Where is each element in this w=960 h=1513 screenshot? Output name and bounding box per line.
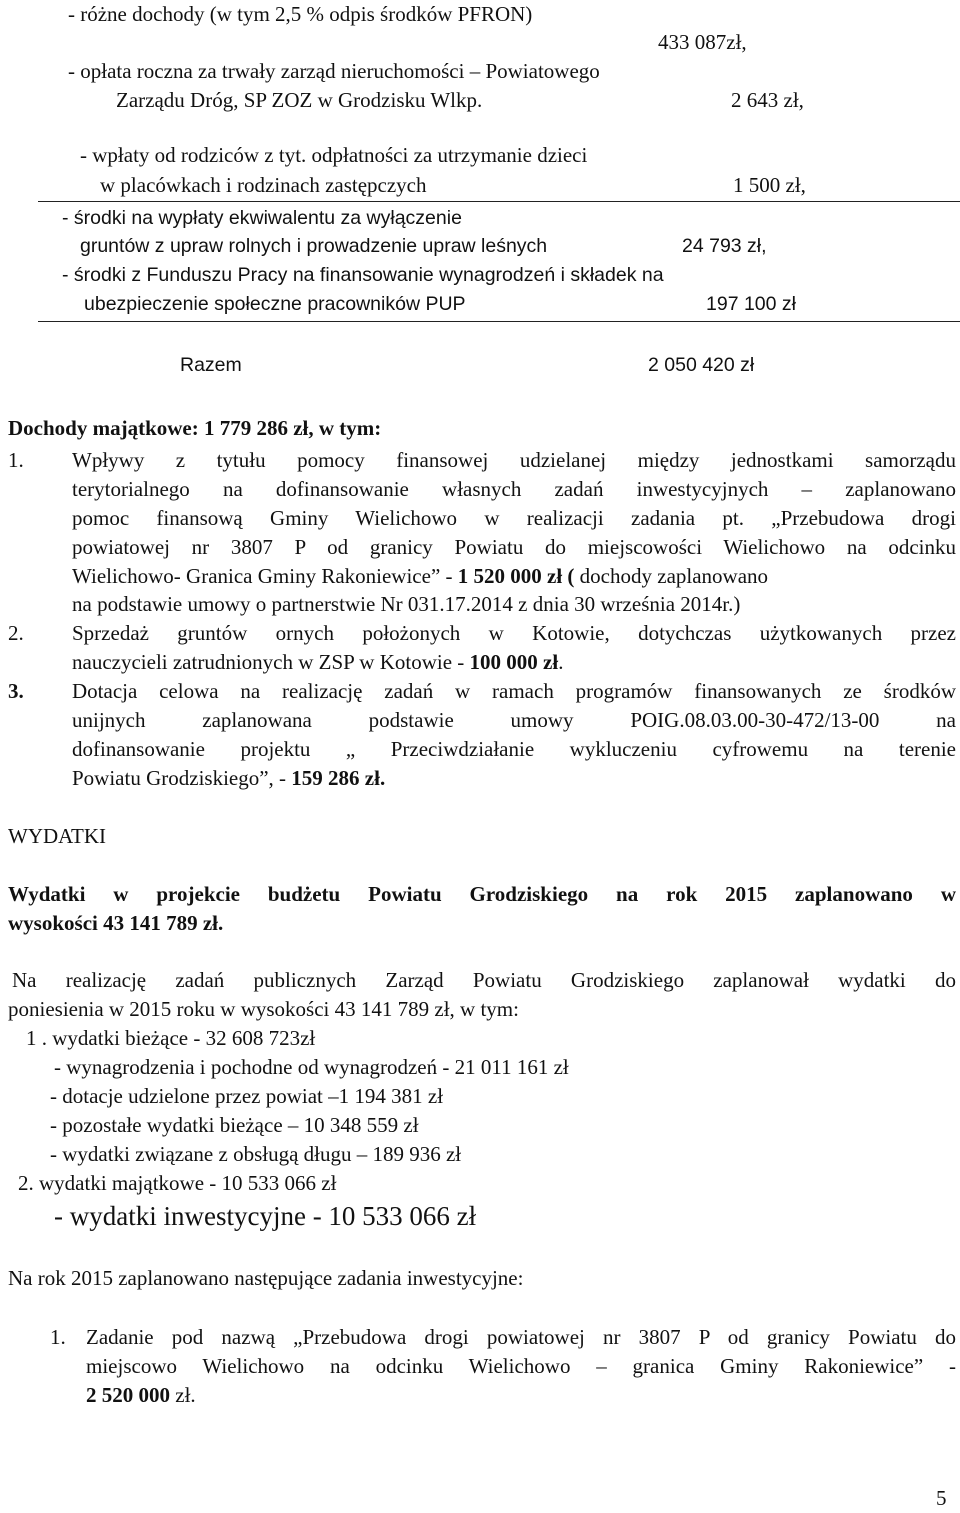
income-line-fee: - opłata roczna za trwały zarząd nieruchomości – Powiatowego xyxy=(68,59,600,83)
text-span: . xyxy=(558,650,564,674)
income-amount-parents: 1 500 zł, xyxy=(733,173,806,197)
text-span: Wielichowo- Granica Gminy Rakoniewice” - xyxy=(72,564,458,588)
current-expenses: 1 . wydatki bieżące - 32 608 723zł xyxy=(26,1026,316,1050)
income-amount-labour-fund: 197 100 zł xyxy=(706,293,796,315)
item-number: 1. xyxy=(50,1325,66,1349)
task-line: miejscowo Wielichowo na odcinku Wielichowo – granica Gminy Rakoniewice” - xyxy=(86,1354,956,1378)
task-line xyxy=(86,1385,196,1406)
paragraph-line: Sprzedaż gruntów ornych położonych w Kotowie, dotychczas użytkowanych przez xyxy=(72,621,956,645)
paragraph-line xyxy=(72,566,768,587)
paragraph-line: terytorialnego na dofinansowanie własnych zadań inwestycyjnych – zaplanowano xyxy=(72,477,956,501)
income-line-parents: - wpłaty od rodziców z tyt. odpłatności za utrzymanie dzieci xyxy=(80,143,588,167)
income-line-labour-fund-cont: ubezpieczenie społeczne pracowników PUP xyxy=(84,293,466,315)
text-span: Powiatu Grodziskiego”, - xyxy=(72,766,292,790)
income-line-parents-cont: w placówkach i rodzinach zastępczych xyxy=(100,173,427,197)
paragraph-line xyxy=(72,652,563,673)
paragraph-line: dofinansowanie projektu „ Przeciwdziałanie wykluczeniu cyfrowemu na terenie xyxy=(72,737,956,761)
wages-expenses: - wynagrodzenia i pochodne od wynagrodzeń - 21 011 161 zł xyxy=(54,1055,569,1079)
income-line-labour-fund: - środki z Funduszu Pracy na finansowanie wynagrodzeń i składek na xyxy=(62,264,664,286)
income-line-pfron: - różne dochody (w tym 2,5 % odpis środków PFRON) xyxy=(68,2,533,26)
expenses-intro: Na realizację zadań publicznych Zarząd Powiatu Grodziskiego zaplanował wydatki do xyxy=(12,968,956,992)
income-line-equivalent-cont: gruntów z upraw rolnych i prowadzenie upraw leśnych xyxy=(80,235,548,257)
capital-expenses: 2. wydatki majątkowe - 10 533 066 zł xyxy=(18,1171,337,1195)
divider-line xyxy=(38,321,960,322)
amount-bold: 1 520 000 zł ( xyxy=(457,564,575,588)
expenses-summary: Wydatki w projekcie budżetu Powiatu Grodziskiego na rok 2015 zaplanowano w xyxy=(8,882,956,906)
expenses-heading: WYDATKI xyxy=(8,824,106,848)
total-amount: 2 050 420 zł xyxy=(648,354,755,376)
divider-line xyxy=(38,201,960,202)
income-amount-equivalent: 24 793 zł, xyxy=(682,235,767,257)
text-span: dochody zaplanowano xyxy=(574,564,769,588)
amount-bold: 2 520 000 xyxy=(86,1383,170,1407)
page-number: 5 xyxy=(936,1486,947,1510)
tasks-intro: Na rok 2015 zaplanowano następujące zadania inwestycyjne: xyxy=(8,1266,524,1290)
text-span: nauczycieli zatrudnionych w ZSP w Kotowie - xyxy=(72,650,470,674)
amount-bold: 159 286 zł. xyxy=(291,766,386,790)
total-label: Razem xyxy=(180,354,242,376)
income-line-equivalent: - środki na wypłaty ekwiwalentu za wyłączenie xyxy=(62,207,462,229)
paragraph-line: Dotacja celowa na realizację zadań w ramach programów finansowanych ze środków xyxy=(72,679,956,703)
paragraph-line: pomoc finansową Gminy Wielichowo w realizacji zadania pt. „Przebudowa drogi xyxy=(72,506,956,530)
expenses-summary-cont: wysokości 43 141 789 zł. xyxy=(8,911,224,935)
item-number: 1. xyxy=(8,448,24,472)
paragraph-line: na podstawie umowy o partnerstwie Nr 031.17.2014 z dnia 30 września 2014r.) xyxy=(72,592,741,616)
paragraph-line xyxy=(72,768,385,789)
income-line-fee-cont: Zarządu Dróg, SP ZOZ w Grodzisku Wlkp. xyxy=(116,88,483,112)
income-amount-fee: 2 643 zł, xyxy=(731,88,804,112)
paragraph-line: powiatowej nr 3807 P od granicy Powiatu do miejscowości Wielichowo na odcinku xyxy=(72,535,956,559)
income-amount-pfron: 433 087zł, xyxy=(658,30,747,54)
task-line: Zadanie pod nazwą „Przebudowa drogi powiatowej nr 3807 P od granicy Powiatu do xyxy=(86,1325,956,1349)
investment-expenses: - wydatki inwestycyjne - 10 533 066 zł xyxy=(54,1201,477,1231)
capital-income-heading: Dochody majątkowe: 1 779 286 zł, w tym: xyxy=(8,416,382,440)
paragraph-line: Wpływy z tytułu pomocy finansowej udzielanej między jednostkami samorządu xyxy=(72,448,956,472)
other-current-expenses: - pozostałe wydatki bieżące – 10 348 559 zł xyxy=(50,1113,419,1137)
paragraph-line: unijnych zaplanowana podstawie umowy POIG.08.03.00-30-472/13-00 na xyxy=(72,708,956,732)
amount-bold: 100 000 zł xyxy=(469,650,559,674)
expenses-intro-cont: poniesienia w 2015 roku w wysokości 43 141 789 zł, w tym: xyxy=(8,997,519,1021)
item-number: 2. xyxy=(8,621,24,645)
debt-expenses: - wydatki związane z obsługą długu – 189 936 zł xyxy=(50,1142,462,1166)
text-span: zł. xyxy=(170,1383,196,1407)
grants-expenses: - dotacje udzielone przez powiat –1 194 381 zł xyxy=(50,1084,444,1108)
item-number: 3. xyxy=(8,679,24,703)
